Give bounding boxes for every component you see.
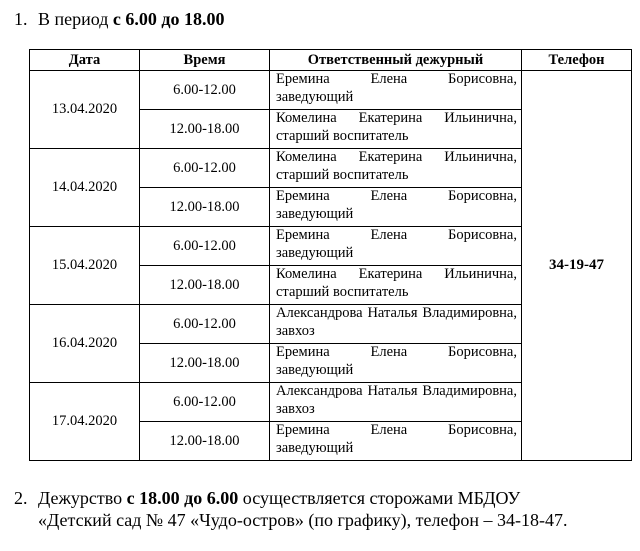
header-date: Дата [30, 50, 140, 71]
time-cell: 12.00-18.00 [140, 422, 270, 461]
time-cell: 6.00-12.00 [140, 383, 270, 422]
item-1-period: с 6.00 до 18.00 [112, 9, 225, 29]
item-2-suffix: осуществляется сторожами МБДОУ [242, 488, 521, 508]
table-header-row [30, 50, 632, 71]
header-person: Ответственный дежурный [270, 50, 522, 71]
item-2-line-1 [14, 487, 567, 509]
time-cell: 12.00-18.00 [140, 266, 270, 305]
person-cell: Еремина Елена Борисовна, заведующий [270, 188, 522, 227]
item-2-line-2: «Детский сад № 47 «Чудо-остров» (по графику), телефон – 34-18-47. [38, 510, 568, 530]
phone-cell: 34-19-47 [522, 71, 632, 461]
item-2-line-2-wrap [14, 509, 567, 531]
person-cell: Александрова Наталья Владимировна, завхоз [270, 383, 522, 422]
time-cell: 6.00-12.00 [140, 71, 270, 110]
person-cell: Комелина Екатерина Ильинична, старший воспитатель [270, 110, 522, 149]
person-cell: Еремина Елена Борисовна, заведующий [270, 71, 522, 110]
date-cell: 13.04.2020 [30, 71, 140, 149]
person-cell: Комелина Екатерина Ильинична, старший воспитатель [270, 266, 522, 305]
time-cell: 12.00-18.00 [140, 110, 270, 149]
time-cell: 12.00-18.00 [140, 188, 270, 227]
item-1-prefix: В период [38, 9, 109, 29]
item-2-prefix: Дежурство [38, 488, 123, 508]
date-cell: 14.04.2020 [30, 149, 140, 227]
table-row [30, 71, 632, 110]
person-cell: Комелина Екатерина Ильинична, старший воспитатель [270, 149, 522, 188]
item-1-number: 1. [14, 9, 28, 29]
person-cell: Еремина Елена Борисовна, заведующий [270, 422, 522, 461]
header-time: Время [140, 50, 270, 71]
item-2-number: 2. [14, 488, 28, 508]
item-2-period: с 18.00 до 6.00 [126, 488, 239, 508]
time-cell: 6.00-12.00 [140, 305, 270, 344]
time-cell: 6.00-12.00 [140, 227, 270, 266]
time-cell: 6.00-12.00 [140, 149, 270, 188]
date-cell: 15.04.2020 [30, 227, 140, 305]
duty-schedule-table [29, 49, 632, 461]
person-cell: Александрова Наталья Владимировна, завхоз [270, 305, 522, 344]
item-2 [14, 487, 567, 531]
item-1 [14, 9, 225, 30]
time-cell: 12.00-18.00 [140, 344, 270, 383]
person-cell: Еремина Елена Борисовна, заведующий [270, 227, 522, 266]
date-cell: 17.04.2020 [30, 383, 140, 461]
date-cell: 16.04.2020 [30, 305, 140, 383]
person-cell: Еремина Елена Борисовна, заведующий [270, 344, 522, 383]
header-phone: Телефон [522, 50, 632, 71]
